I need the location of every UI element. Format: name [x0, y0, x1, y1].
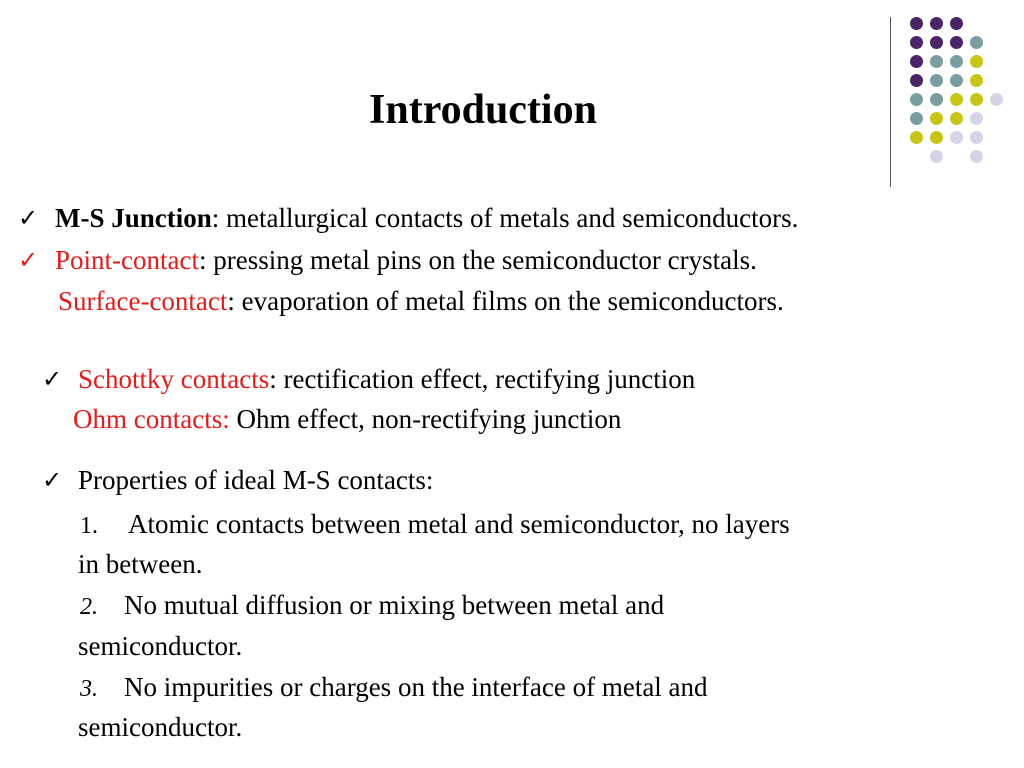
decor-dot: [970, 93, 983, 106]
term-ms-junction: M-S Junction: [55, 203, 212, 233]
decor-dot: [910, 131, 923, 144]
slide-title: Introduction: [369, 87, 597, 133]
check-icon: ✓: [42, 365, 63, 393]
decor-dot: [950, 131, 963, 144]
property-item-2-cont: semiconductor.: [78, 631, 243, 661]
decor-dot: [930, 74, 943, 87]
bullet-ohm: [73, 402, 621, 436]
bullet-text: : rectification effect, rectifying junction: [269, 364, 696, 394]
decor-dot: [950, 74, 963, 87]
bullet-schottky: [78, 362, 695, 396]
decor-dot: [910, 17, 923, 30]
term-point-contact: Point-contact: [55, 245, 199, 275]
item-number: 1.: [80, 513, 98, 539]
decor-dot: [950, 55, 963, 68]
property-item-1-cont: in between.: [78, 549, 203, 579]
decor-dot: [910, 36, 923, 49]
decor-dot: [930, 93, 943, 106]
check-icon: ✓: [42, 466, 63, 494]
decor-dot: [970, 55, 983, 68]
decor-dot: [970, 36, 983, 49]
decor-dot: [910, 55, 923, 68]
decor-dot: [950, 17, 963, 30]
bullet-text: : evaporation of metal films on the semiconductors.: [227, 286, 784, 316]
decor-dot: [930, 36, 943, 49]
term-ohm: Ohm contacts:: [73, 404, 230, 434]
decor-dot: [990, 93, 1003, 106]
decor-dot: [910, 112, 923, 125]
decor-dot: [970, 150, 983, 163]
decor-dot: [930, 112, 943, 125]
term-surface-contact: Surface-contact: [58, 286, 228, 316]
decor-dot: [930, 55, 943, 68]
bullet-ms-junction: [55, 201, 798, 235]
decor-dot: [950, 112, 963, 125]
decor-dot: [970, 112, 983, 125]
decor-dot: [970, 74, 983, 87]
term-schottky: Schottky contacts: [78, 364, 270, 394]
item-text: No mutual diffusion or mixing between metal and: [124, 590, 665, 620]
decor-dot: [910, 74, 923, 87]
bullet-text: Ohm effect, non-rectifying junction: [229, 404, 622, 434]
property-item-2: [80, 588, 664, 624]
bullet-point-contact: [55, 243, 757, 277]
check-icon: ✓: [18, 204, 39, 232]
decor-dot: [930, 150, 943, 163]
decor-dot: [910, 93, 923, 106]
item-text: Atomic contacts between metal and semiconductor, no layers: [128, 509, 790, 539]
term-separator: :: [211, 203, 220, 233]
item-number: 2.: [80, 594, 98, 620]
item-text: No impurities or charges on the interface of metal and: [124, 672, 708, 702]
item-number: 3.: [80, 676, 98, 702]
decor-dot: [930, 17, 943, 30]
decor-dot: [930, 131, 943, 144]
decor-dot: [950, 93, 963, 106]
decor-dot: [950, 36, 963, 49]
property-item-1: [80, 507, 790, 543]
bullet-text: : pressing metal pins on the semiconductor crystals.: [198, 245, 757, 275]
property-item-3: [80, 670, 708, 706]
bullet-text: metallurgical contacts of metals and semiconductors.: [219, 203, 799, 233]
check-icon: ✓: [18, 246, 39, 274]
bullet-surface-contact: [58, 284, 784, 318]
properties-heading: Properties of ideal M-S contacts:: [78, 465, 434, 495]
divider-line: [890, 17, 891, 187]
decor-dot: [970, 131, 983, 144]
property-item-3-cont: semiconductor.: [78, 712, 243, 742]
